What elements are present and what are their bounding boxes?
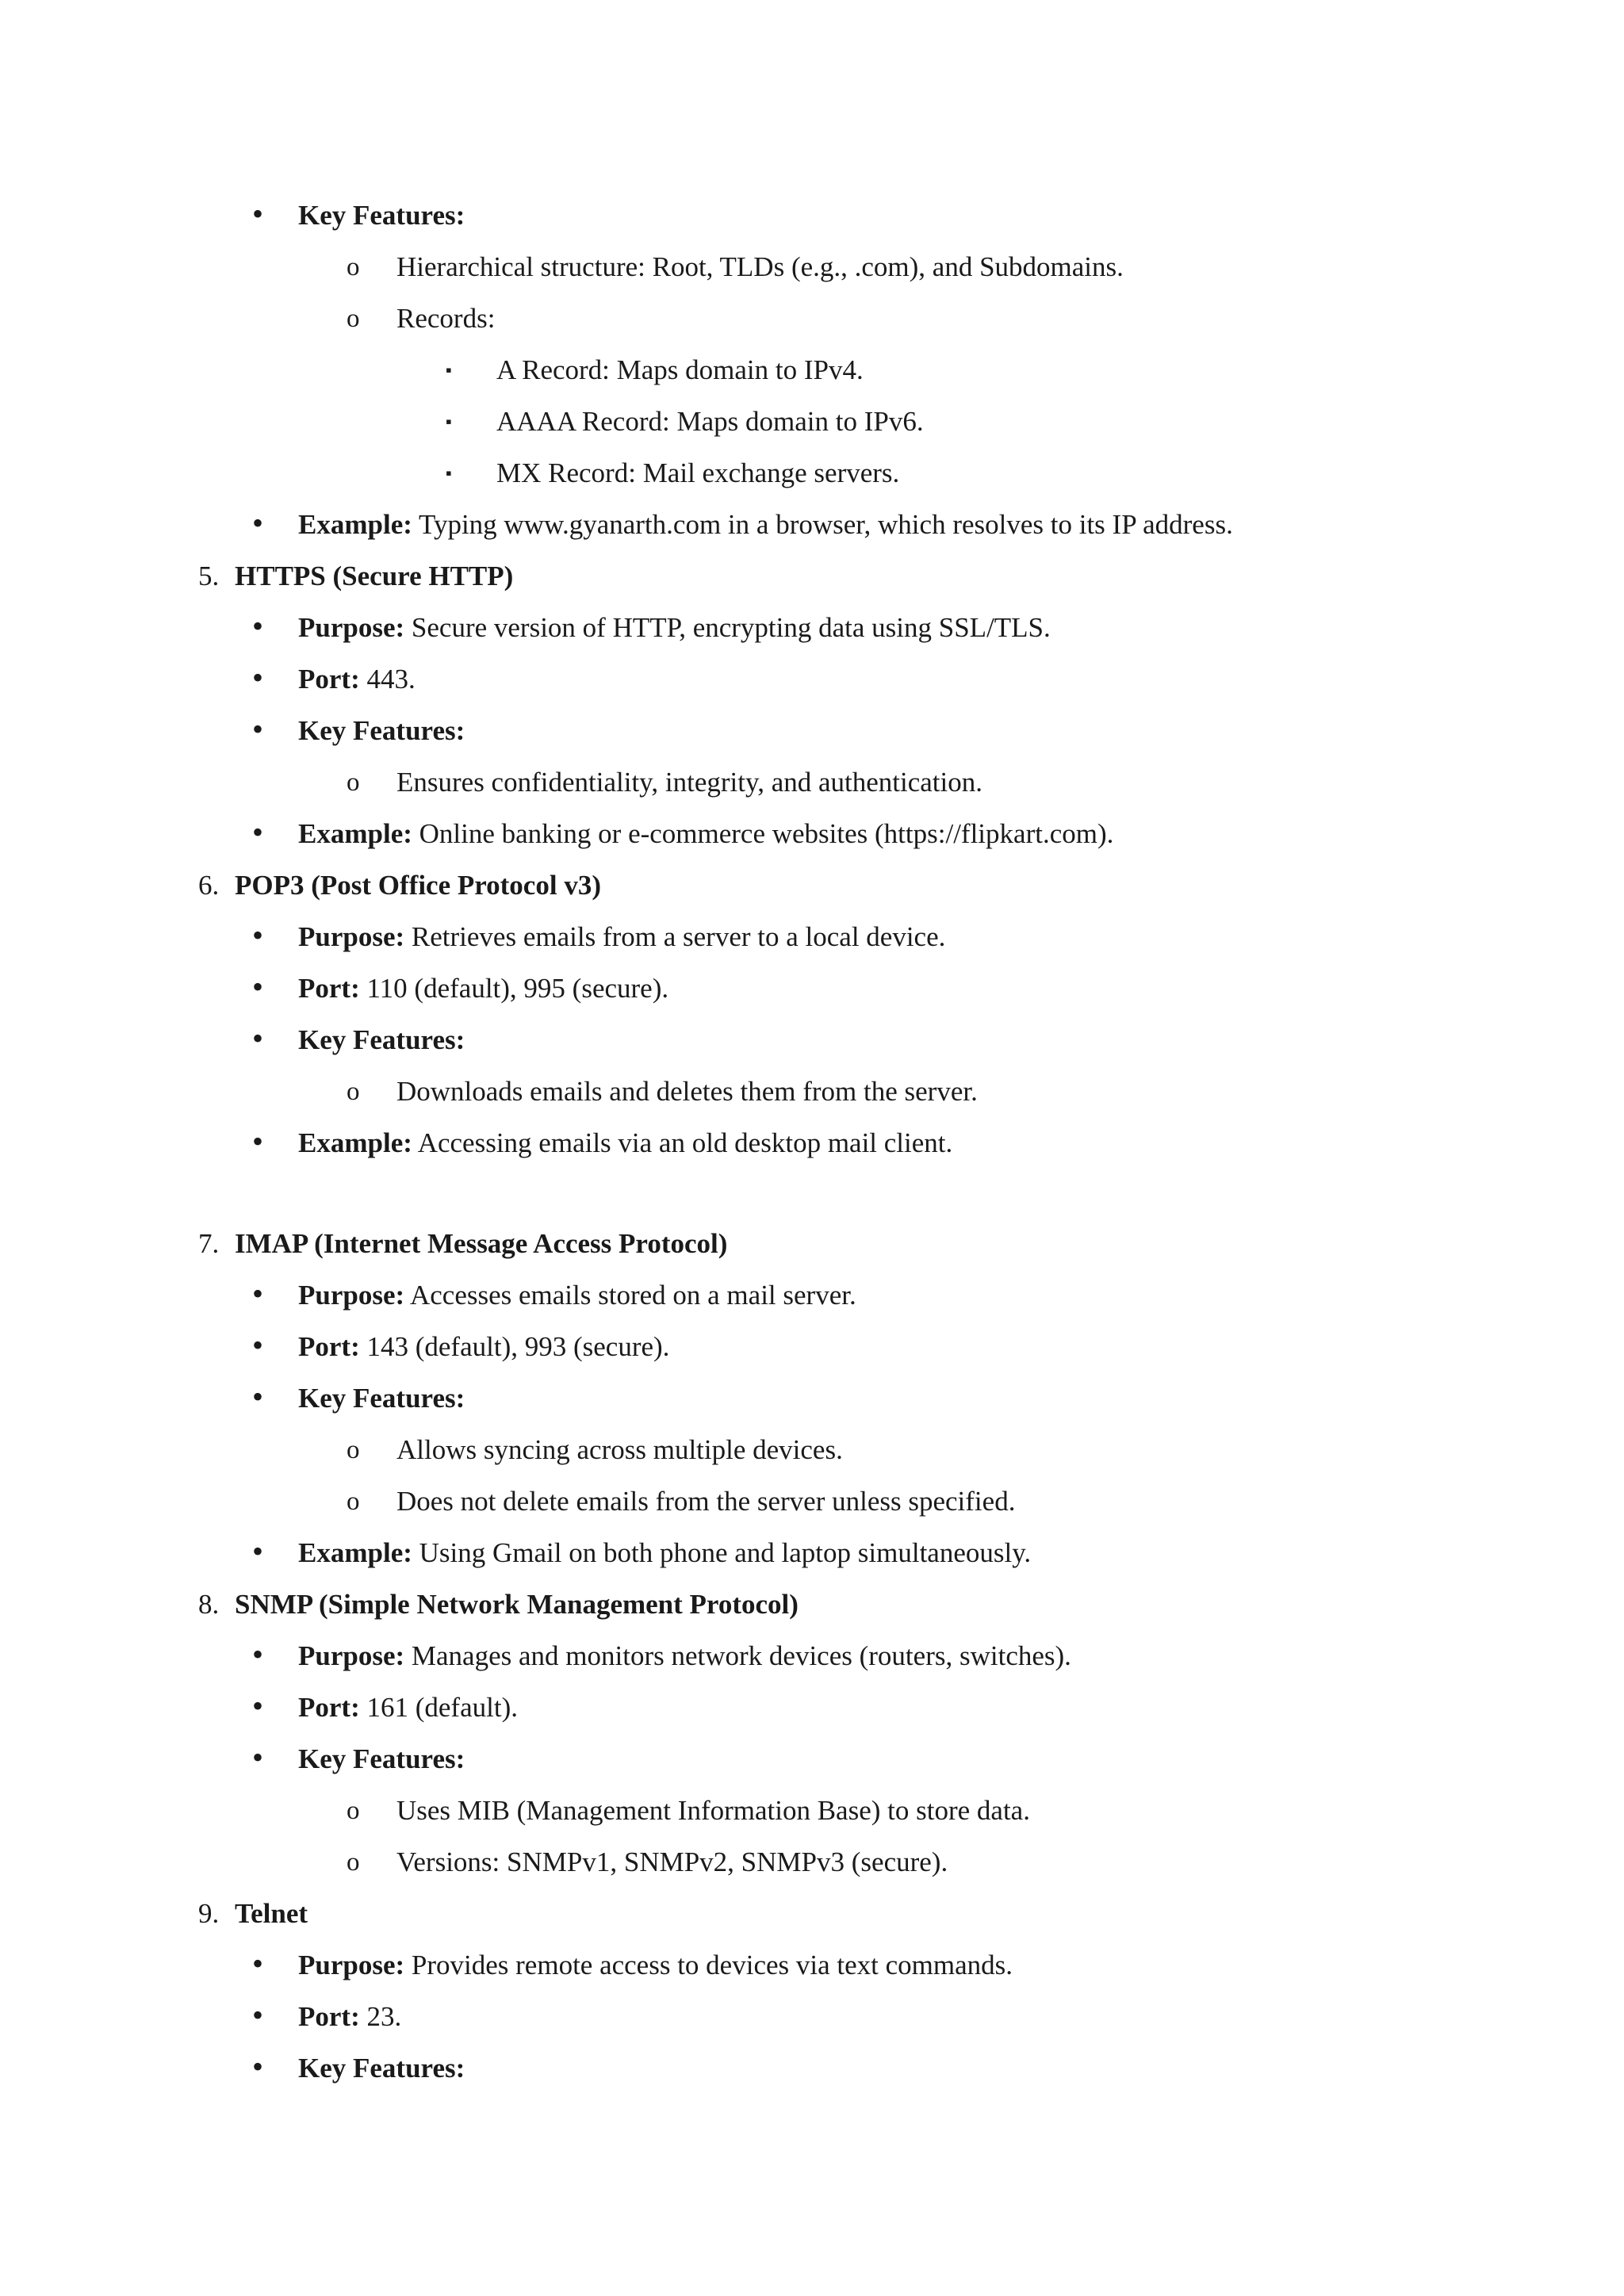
line-content xyxy=(298,1690,518,1725)
item-text: Secure version of HTTP, encrypting data using SSL/TLS. xyxy=(404,612,1051,643)
item-label: Port: xyxy=(298,1331,360,1362)
item-text: Accessing emails via an old desktop mail client. xyxy=(412,1127,953,1158)
section-title: SNMP (Simple Network Management Protocol) xyxy=(235,1589,799,1620)
bullet-marker: • xyxy=(252,711,264,747)
line-content xyxy=(298,1381,465,1416)
line-content xyxy=(396,1484,1015,1519)
item-label: Port: xyxy=(298,1692,360,1723)
bullet-marker: o xyxy=(347,1077,360,1106)
line-content xyxy=(298,1948,1013,1983)
item-label: Key Features: xyxy=(298,715,465,746)
section-title: HTTPS (Secure HTTP) xyxy=(235,561,514,591)
item-label: Example: xyxy=(298,818,412,849)
line-content xyxy=(396,1793,1030,1828)
item-text: Allows syncing across multiple devices. xyxy=(396,1434,843,1465)
line-content xyxy=(235,559,513,594)
item-text: Uses MIB (Management Information Base) to store data. xyxy=(396,1795,1030,1826)
item-text: Accesses emails stored on a mail server. xyxy=(404,1280,856,1311)
item-text: 161 (default). xyxy=(359,1692,518,1723)
line-content xyxy=(298,1999,401,2034)
line-content xyxy=(298,714,465,748)
item-text: Provides remote access to devices via text commands. xyxy=(404,1950,1013,1980)
item-text: 23. xyxy=(359,2001,402,2032)
bullet-marker: • xyxy=(252,969,264,1004)
item-text: 110 (default), 995 (secure). xyxy=(359,973,669,1004)
item-label: Example: xyxy=(298,1537,412,1568)
bullet-marker: o xyxy=(347,1797,360,1825)
item-label: Example: xyxy=(298,1127,412,1158)
item-text: Using Gmail on both phone and laptop simultaneously. xyxy=(412,1537,1032,1568)
bullet-marker: o xyxy=(347,304,360,333)
bullet-marker: • xyxy=(252,196,264,232)
item-label: Purpose: xyxy=(298,612,405,643)
bullet-marker: ▪ xyxy=(446,360,452,380)
bullet-marker: • xyxy=(252,1688,264,1724)
line-content xyxy=(396,1845,948,1880)
item-label: Example: xyxy=(298,509,412,540)
bullet-marker: • xyxy=(252,505,264,541)
item-text: Does not delete emails from the server unless specified. xyxy=(396,1486,1016,1517)
item-label: Purpose: xyxy=(298,1950,405,1980)
bullet-marker: • xyxy=(252,1379,264,1414)
bullet-marker: • xyxy=(252,1533,264,1569)
line-content xyxy=(298,920,945,955)
line-content xyxy=(396,301,495,336)
bullet-marker: • xyxy=(252,1739,264,1775)
item-label: Purpose: xyxy=(298,921,405,952)
bullet-marker: • xyxy=(252,1946,264,1981)
bullet-marker: • xyxy=(252,814,264,850)
item-text: 143 (default), 993 (secure). xyxy=(359,1331,670,1362)
line-content xyxy=(396,1433,843,1468)
list-number: 9. xyxy=(198,1898,220,1929)
line-content xyxy=(298,1742,465,1777)
item-label: Port: xyxy=(298,664,360,695)
line-content xyxy=(396,1074,978,1109)
section-title: POP3 (Post Office Protocol v3) xyxy=(235,870,601,901)
line-content xyxy=(298,507,1233,542)
section-title: IMAP (Internet Message Access Protocol) xyxy=(235,1228,728,1259)
item-text: Versions: SNMPv1, SNMPv2, SNMPv3 (secure). xyxy=(396,1846,948,1877)
list-number: 8. xyxy=(198,1589,220,1620)
bullet-marker: • xyxy=(252,917,264,953)
bullet-marker: • xyxy=(252,1276,264,1311)
item-text: Typing www.gyanarth.com in a browser, which resolves to its IP address. xyxy=(412,509,1233,540)
line-content xyxy=(298,198,465,233)
line-content xyxy=(235,1896,308,1931)
item-text: Downloads emails and deletes them from the server. xyxy=(396,1076,978,1107)
line-content xyxy=(235,1226,727,1261)
line-content xyxy=(235,868,601,903)
bullet-marker: • xyxy=(252,1327,264,1363)
line-content xyxy=(298,817,1113,851)
item-text: 443. xyxy=(359,664,416,695)
line-content xyxy=(298,662,416,697)
bullet-marker: o xyxy=(347,768,360,797)
bullet-marker: • xyxy=(252,1020,264,1056)
bullet-marker: • xyxy=(252,608,264,644)
item-text: Ensures confidentiality, integrity, and authentication. xyxy=(396,767,982,798)
line-content xyxy=(298,1330,669,1364)
item-text: AAAA Record: Maps domain to IPv6. xyxy=(496,406,924,437)
item-text: A Record: Maps domain to IPv4. xyxy=(496,354,864,385)
item-label: Port: xyxy=(298,2001,360,2032)
bullet-marker: o xyxy=(347,1487,360,1516)
bullet-marker: • xyxy=(252,1997,264,2033)
line-content xyxy=(396,765,982,800)
bullet-marker: o xyxy=(347,253,360,281)
item-text: Retrieves emails from a server to a local device. xyxy=(404,921,946,952)
item-label: Key Features: xyxy=(298,200,465,231)
item-label: Purpose: xyxy=(298,1640,405,1671)
item-text: Online banking or e-commerce websites (https://flipkart.com). xyxy=(412,818,1114,849)
bullet-marker: ▪ xyxy=(446,411,452,431)
line-content xyxy=(298,2051,465,2086)
bullet-marker: ▪ xyxy=(446,463,452,483)
line-content xyxy=(298,1639,1071,1674)
list-number: 5. xyxy=(198,561,220,591)
item-label: Key Features: xyxy=(298,1024,465,1055)
line-content xyxy=(298,1023,465,1058)
line-content xyxy=(298,1536,1031,1571)
line-content xyxy=(396,250,1124,285)
line-content xyxy=(235,1587,799,1622)
line-content xyxy=(496,404,924,439)
line-content xyxy=(298,971,668,1006)
bullet-marker: • xyxy=(252,1636,264,1672)
item-label: Key Features: xyxy=(298,1383,465,1414)
item-label: Key Features: xyxy=(298,2053,465,2084)
item-text: Hierarchical structure: Root, TLDs (e.g., .com), and Subdomains. xyxy=(396,251,1124,282)
line-content xyxy=(298,1126,952,1161)
item-label: Port: xyxy=(298,973,360,1004)
item-label: Key Features: xyxy=(298,1743,465,1774)
list-number: 6. xyxy=(198,870,220,901)
item-text: MX Record: Mail exchange servers. xyxy=(496,457,900,488)
bullet-marker: • xyxy=(252,660,264,695)
item-text: Records: xyxy=(396,303,496,334)
line-content xyxy=(496,353,864,388)
line-content xyxy=(298,610,1051,645)
bullet-marker: o xyxy=(347,1436,360,1464)
bullet-marker: • xyxy=(252,2049,264,2084)
bullet-marker: o xyxy=(347,1848,360,1877)
list-number: 7. xyxy=(198,1228,220,1259)
line-content xyxy=(298,1278,856,1313)
line-content xyxy=(496,456,899,491)
item-label: Purpose: xyxy=(298,1280,405,1311)
section-title: Telnet xyxy=(235,1898,308,1929)
bullet-marker: • xyxy=(252,1123,264,1159)
item-text: Manages and monitors network devices (routers, switches). xyxy=(404,1640,1071,1671)
